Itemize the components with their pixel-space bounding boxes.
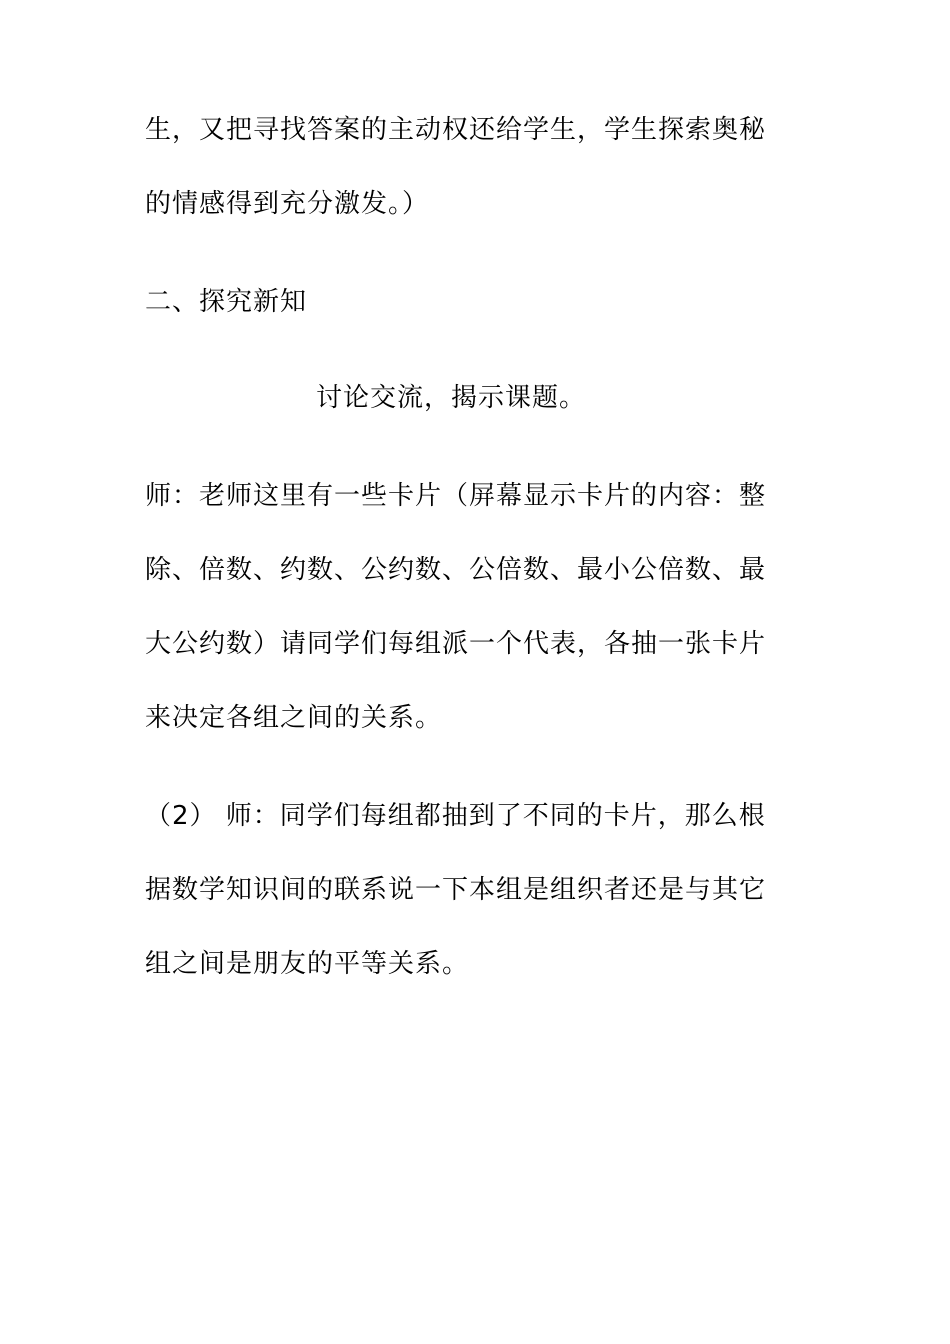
paragraph1-line-4: 来决定各组之间的关系。 (145, 703, 443, 733)
paragraph2-line-3: 组之间是朋友的平等关系。 (145, 949, 470, 979)
paragraph2-line-1: （2） 师：同学们每组都抽到了不同的卡片，那么根 (145, 801, 766, 831)
subheading: 讨论交流，揭示课题。 (316, 383, 587, 413)
paragraph1-line-3: 大公约数）请同学们每组派一个代表，各抽一张卡片 (145, 629, 767, 659)
intro-line-2: 的情感得到充分激发。） (145, 189, 430, 219)
paragraph1-line-1: 师：老师这里有一些卡片（屏幕显示卡片的内容：整 (145, 481, 767, 511)
intro-line-1: 生，又把寻找答案的主动权还给学生，学生探索奥秘 (145, 115, 767, 145)
paragraph1-line-2: 除、倍数、约数、公约数、公倍数、最小公倍数、最 (145, 555, 767, 585)
section-heading: 二、探究新知 (145, 287, 308, 317)
paragraph2-line-2: 据数学知识间的联系说一下本组是组织者还是与其它 (145, 875, 767, 905)
